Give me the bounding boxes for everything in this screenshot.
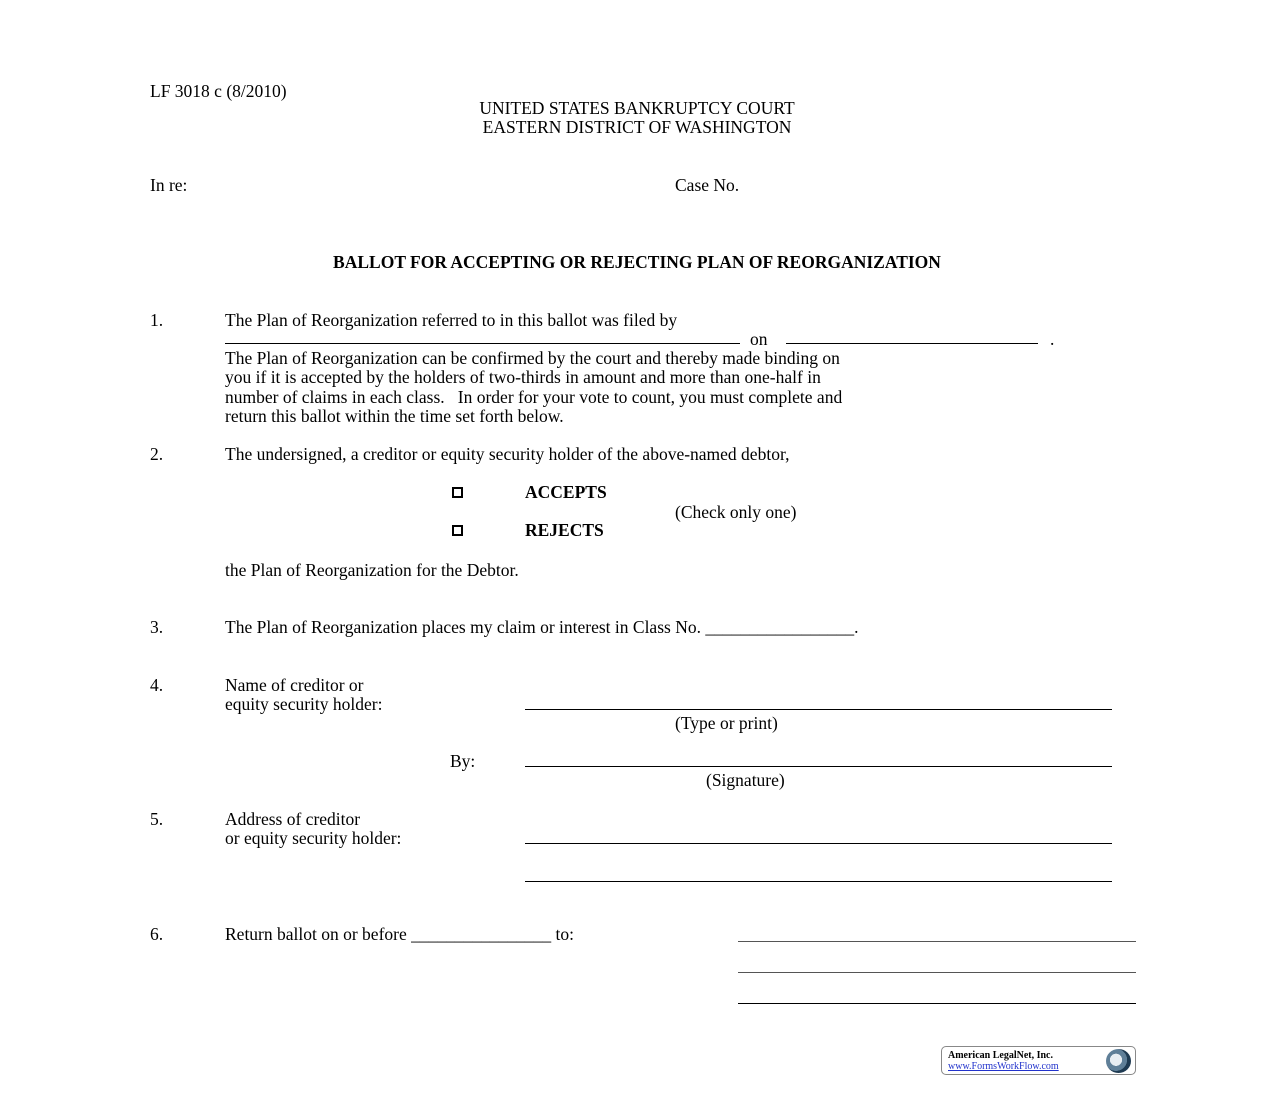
filed-by-field[interactable]: [225, 343, 740, 344]
item-1-para-line: The Plan of Reorganization can be confirmed by the court and thereby made binding on: [225, 348, 840, 368]
logo-company-name: American LegalNet, Inc.: [948, 1050, 1053, 1061]
return-date-field[interactable]: Return ballot on or before ________________ to:: [225, 924, 574, 944]
item-6-number: 6.: [150, 924, 164, 944]
filed-on-date-field[interactable]: [786, 343, 1038, 344]
signature-note: (Signature): [706, 770, 785, 790]
creditor-name-field[interactable]: [525, 709, 1112, 710]
creditor-name-label-2: equity security holder:: [225, 694, 383, 714]
case-no-label: Case No.: [675, 175, 740, 195]
return-to-line-3[interactable]: [738, 1003, 1136, 1004]
item-4-number: 4.: [150, 675, 164, 695]
court-name: UNITED STATES BANKRUPTCY COURT: [479, 98, 795, 118]
on-label: on: [750, 329, 768, 349]
accepts-checkbox[interactable]: [452, 487, 463, 498]
return-to-line-1[interactable]: [738, 941, 1136, 942]
address-label-2: or equity security holder:: [225, 828, 402, 848]
globe-icon: [1106, 1049, 1131, 1073]
rejects-label: REJECTS: [525, 520, 604, 540]
item-1-number: 1.: [150, 310, 164, 330]
accepts-label: ACCEPTS: [525, 482, 607, 502]
period: .: [1050, 329, 1055, 349]
page-title: BALLOT FOR ACCEPTING OR REJECTING PLAN OF REORGANIZATION: [333, 252, 941, 272]
check-only-one-note: (Check only one): [675, 502, 797, 522]
court-district: EASTERN DISTRICT OF WASHINGTON: [482, 117, 792, 137]
item-1-para-line: return this ballot within the time set forth below.: [225, 406, 564, 426]
item-2-number: 2.: [150, 444, 164, 464]
item-2-text: The undersigned, a creditor or equity security holder of the above-named debtor,: [225, 444, 790, 464]
rejects-checkbox[interactable]: [452, 525, 463, 536]
item-2-closing: the Plan of Reorganization for the Debtor.: [225, 560, 519, 580]
item-1-para-line: number of claims in each class. In order for your vote to count, you must complete and: [225, 387, 843, 407]
in-re-label: In re:: [150, 175, 188, 195]
class-no-field[interactable]: The Plan of Reorganization places my claim or interest in Class No. _________________.: [225, 617, 859, 637]
address-label: Address of creditor: [225, 809, 361, 829]
type-or-print-note: (Type or print): [675, 713, 778, 733]
creditor-name-label: Name of creditor or: [225, 675, 364, 695]
item-3-number: 3.: [150, 617, 164, 637]
logo-url-link[interactable]: www.FormsWorkFlow.com: [948, 1061, 1059, 1072]
item-1-para-line: you if it is accepted by the holders of two-thirds in amount and more than one-half in: [225, 367, 821, 387]
address-field-line-1[interactable]: [525, 843, 1112, 844]
return-to-line-2[interactable]: [738, 972, 1136, 973]
form-id: LF 3018 c (8/2010): [150, 81, 287, 101]
signature-field[interactable]: [525, 766, 1112, 767]
american-legalnet-logo[interactable]: [941, 1046, 1136, 1075]
by-label: By:: [450, 751, 476, 771]
address-field-line-2[interactable]: [525, 881, 1112, 882]
item-5-number: 5.: [150, 809, 164, 829]
item-1-line1: The Plan of Reorganization referred to in this ballot was filed by: [225, 310, 678, 330]
